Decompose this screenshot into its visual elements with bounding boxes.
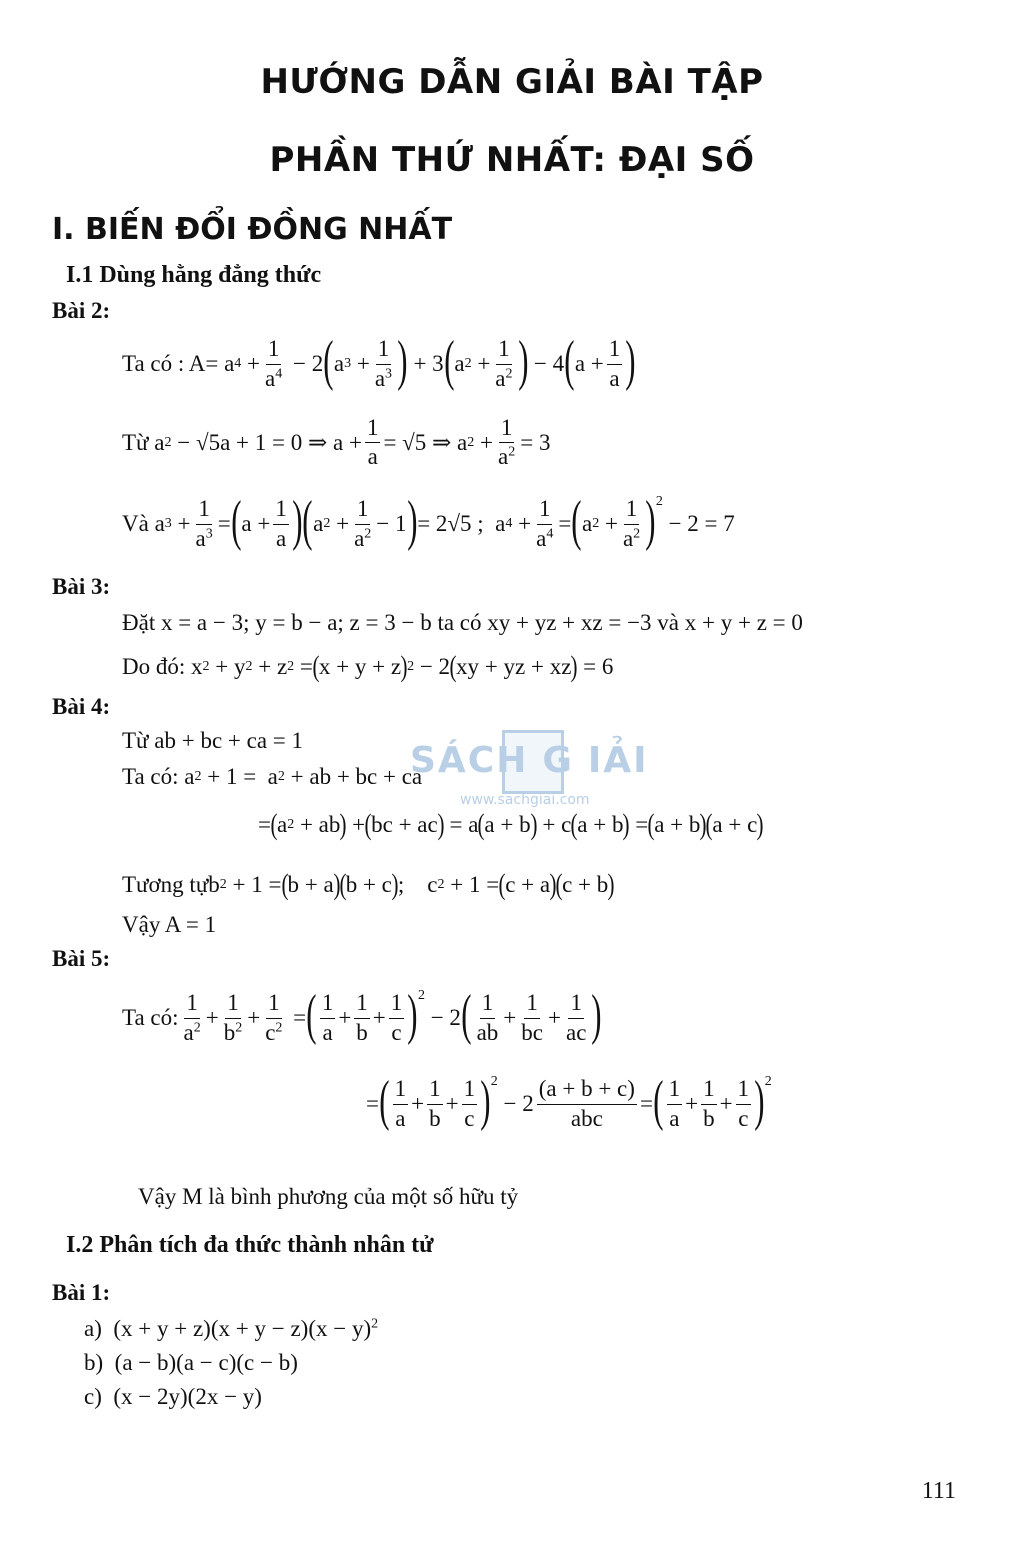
subsection-title-1: I.1 Dùng hằng đẳng thức xyxy=(66,262,322,288)
fraction: $\frac{1}{a^3}$ xyxy=(195,496,213,551)
watermark-text: SÁCH G IẢI xyxy=(410,740,649,781)
fraction: $\frac{1}{a^3}$ xyxy=(374,336,393,391)
fraction: $\frac{1}{a^2}$ xyxy=(498,415,516,470)
fraction: $\frac{1}{a}$ xyxy=(321,990,334,1045)
item-marker: b) xyxy=(84,1350,104,1375)
exercise-label-bai3: Bài 3: xyxy=(52,574,111,599)
fraction: $\frac{1}{a^4}$ xyxy=(536,496,554,551)
exercise-label-bai5: Bài 5: xyxy=(52,946,111,971)
fraction: $\frac{1}{a^2}$ xyxy=(354,496,372,551)
fraction: $\frac{1}{a^2}$ xyxy=(183,990,201,1045)
section-title: I. BIẾN ĐỔI ĐỒNG NHẤT xyxy=(52,212,453,247)
fraction: $\frac{1}{b}$ xyxy=(356,990,368,1045)
fraction: $\frac{1}{c}$ xyxy=(737,1076,750,1131)
equation-prefix: Từ a xyxy=(122,429,165,455)
watermark-logo xyxy=(410,726,649,818)
fraction: $\frac{(a + b + c)}{\text{abc}}$ xyxy=(538,1076,635,1131)
bai4-given: Từ ab + bc + ca = 1 xyxy=(122,728,304,753)
equation-bai4-line2: Ta có: a 2 + 1 = a 2 + ab + bc + ca xyxy=(122,764,423,789)
fraction: $\frac{1}{b}$ xyxy=(429,1076,441,1131)
bai4-conclusion: Vậy A = 1 xyxy=(122,912,217,937)
page-number: 111 xyxy=(921,1478,956,1504)
equation-bai2-line1: Ta có : A= a 4 + $\frac{1}{a^4}$ − 2 ( a 3 + $\frac{1}{a^3}$ ) + 3 ( a 2 + $\frac{1}{a^2}$ ) − 4 ( a + $\frac{1}{a}$ ) xyxy=(122,330,636,392)
equation-bai4-line4: Tương tự b 2 + 1 = ( b + a ) ( b + c ) ; c 2 + 1 = ( c + a ) ( c + b ) xyxy=(122,868,615,901)
item-expression: (x − 2y)(2x − y) xyxy=(113,1384,262,1409)
fraction: $\frac{1}{a^4}$ xyxy=(265,336,283,391)
item-marker: a) xyxy=(84,1316,102,1341)
fraction: $\frac{1}{bc}$ xyxy=(521,990,543,1045)
item-marker: c) xyxy=(84,1384,102,1409)
equation-prefix: Và a xyxy=(122,511,165,536)
answer-item-c xyxy=(84,1384,262,1410)
fraction: $\frac{1}{a}$ xyxy=(366,415,379,470)
bai3-substitution: Đặt x = a − 3; y = b − a; z = 3 − b ta có xy + yz + xz = −3 và x + y + z = 0 xyxy=(122,610,803,635)
fraction: $\frac{1}{a}$ xyxy=(668,1076,681,1131)
equation-prefix: Tương tự xyxy=(122,872,209,897)
equation-bai4-line3: = ( a 2 + ab ) + ( bc + ac ) = a ( a + b ) + c ( a + b ) = ( a + b ) ( a + c ) xyxy=(258,808,764,841)
exercise-label-bai4: Bài 4: xyxy=(52,694,111,719)
bai5-conclusion: Vậy M là bình phương của một số hữu tỷ xyxy=(138,1184,519,1209)
fraction: $\frac{1}{a^2}$ xyxy=(622,496,641,551)
equation-prefix: Ta có: xyxy=(122,1005,179,1030)
item-expression: (x + y + z)(x + y − z)(x − y) xyxy=(113,1316,372,1341)
equation-prefix: Ta có : A= a xyxy=(122,351,235,376)
fraction: $\frac{1}{c^2}$ xyxy=(265,990,283,1045)
equation-prefix: Do đó: xyxy=(122,654,186,679)
fraction: $\frac{1}{c}$ xyxy=(463,1076,476,1131)
fraction: $\frac{1}{a}$ xyxy=(608,336,621,391)
equation-bai2-line2: Từ a 2 − √5a + 1 = 0 ⇒ a + $\frac{1}{a}$ = √5 ⇒ a 2 + $\frac{1}{a^2}$ = 3 xyxy=(122,415,551,470)
fraction: $\frac{1}{ac}$ xyxy=(565,990,587,1045)
fraction: $\frac{1}{c}$ xyxy=(390,990,403,1045)
page-title: HƯỚNG DẪN GIẢI BÀI TẬP xyxy=(260,62,764,102)
equation-prefix: Ta có: xyxy=(122,764,179,789)
fraction: $\frac{1}{b}$ xyxy=(703,1076,715,1131)
fraction: $\frac{1}{a^2}$ xyxy=(495,336,513,391)
fraction: $\frac{1}{a}$ xyxy=(394,1076,407,1131)
equation-bai3-line2: Do đó: x 2 + y 2 + z 2 = ( x + y + z ) 2 − 2 ( xy + yz + xz ) = 6 xyxy=(122,650,614,683)
fraction: $\frac{1}{b^2}$ xyxy=(223,990,243,1045)
page-subtitle: PHẦN THỨ NHẤT: ĐẠI SỐ xyxy=(269,140,755,180)
fraction: $\frac{1}{a}$ xyxy=(275,496,287,551)
fraction: $\frac{1}{ab}$ xyxy=(476,990,499,1045)
equation-bai5-line2: = ( $\frac{1}{a}$ + $\frac{1}{b}$ + $\frac{1}{c}$ ) $^2$ − 2 $\frac{(a + b + c)}{\text{abc}}$ = ( $\frac{1}{a}$ + $\frac{1}{b}$ + $\frac{1}{c}$ ) $^2$ xyxy=(366,1070,772,1132)
answer-item-b xyxy=(84,1350,298,1376)
item-expression: (a − b)(a − c)(c − b) xyxy=(114,1350,298,1375)
exercise-label-bai1: Bài 1: xyxy=(52,1280,111,1305)
answer-item-a: a) $(x + y + z)(x + y - z)(x - y)^2$ xyxy=(84,1316,379,1341)
exercise-label-bai2: Bài 2: xyxy=(52,298,111,323)
watermark-url: www.sachgiai.com xyxy=(460,792,590,808)
equation-bai5-line1: Ta có: $\frac{1}{a^2}$ + $\frac{1}{b^2}$ + $\frac{1}{c^2}$ = ( $\frac{1}{a}$ + $\frac{1}{b}$ + $\frac{1}{c}$ ) $^2$ − 2 ( $\frac{1}{ab}$ + $\frac{1}{bc}$ + $\frac{1}{ac}$ ) xyxy=(122,984,602,1046)
subsection-title-2: I.2 Phân tích đa thức thành nhân tử xyxy=(66,1232,434,1258)
equation-bai2-line3: Và a 3 + $\frac{1}{a^3}$ = ( a + $\frac{1}{a}$ ) ( a 2 + $\frac{1}{a^2}$ − 1 ) = 2√5 ; a 4 + $\frac{1}{a^4}$ = ( a 2 + $\frac{1}{a^2}$ ) $^2$ − 2 = 7 xyxy=(122,490,735,552)
